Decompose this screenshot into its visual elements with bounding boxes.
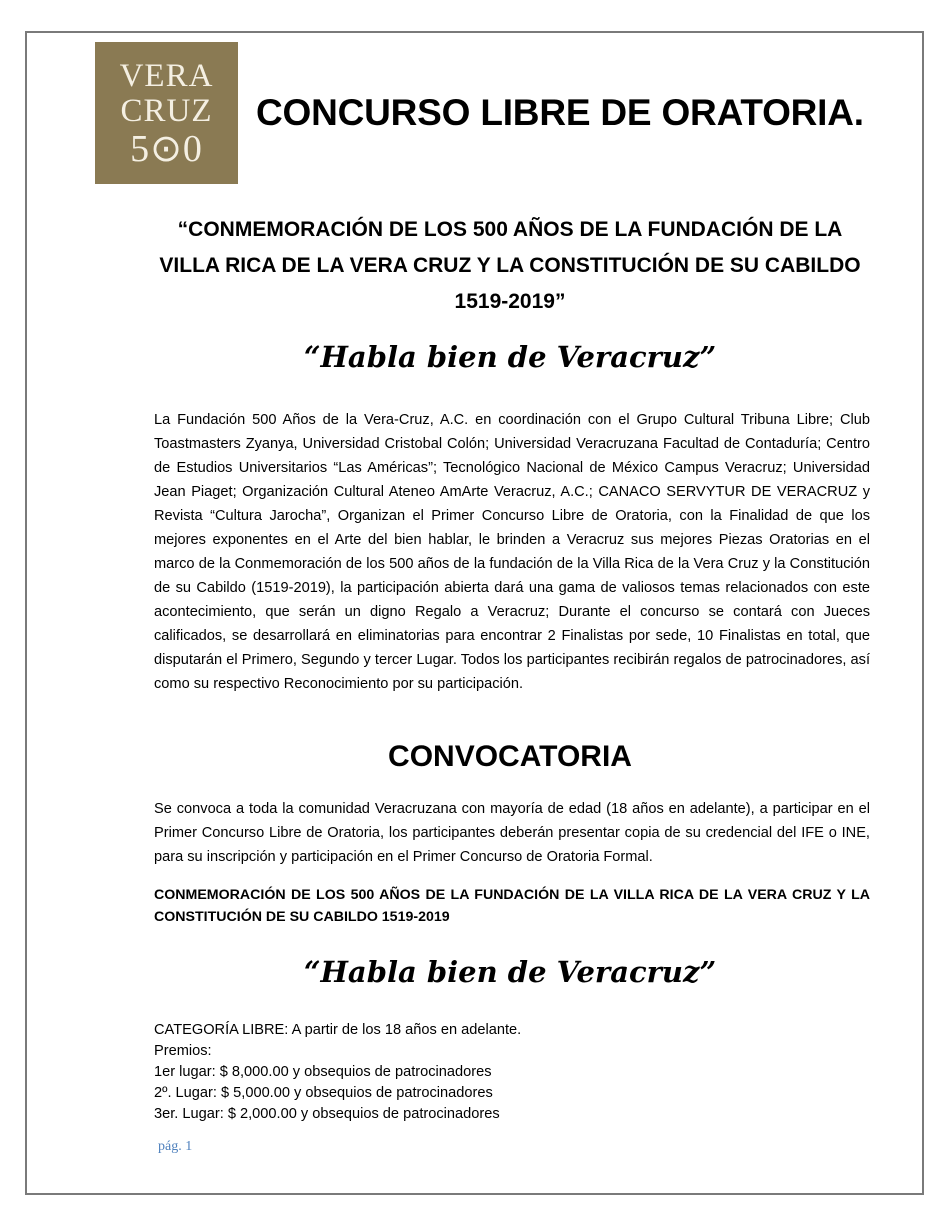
prize-category: CATEGORÍA LIBRE: A partir de los 18 años en adelante. [154, 1022, 522, 1038]
veracruz-500-logo [95, 42, 238, 184]
convocatoria-paragraph: Se convoca a toda la comunidad Veracruzana con mayoría de edad (18 años en adelante), a participar en el Primer Concurso Libre de Oratoria, los participantes deberán presentar copia de su credencial del IFE o INE, para su inscripción y participación en el Primer Concurso de Oratoria Formal. [154, 801, 870, 865]
commemoration-subtitle: “CONMEMORACIÓN DE LOS 500 AÑOS DE LA FUNDACIÓN DE LA VILLA RICA DE LA VERA CRUZ Y LA CONSTITUCIÓN DE SU CABILDO 1519-2019” [159, 218, 861, 313]
prize-third: 3er. Lugar: $ 2,000.00 y obsequios de patrocinadores [154, 1106, 500, 1122]
page-title: CONCURSO LIBRE DE ORATORIA. [256, 92, 864, 133]
prize-second: 2º. Lugar: $ 5,000.00 y obsequios de patrocinadores [154, 1085, 493, 1101]
page-number: pág. 1 [158, 1139, 193, 1154]
logo-line-3: 5⊙0 [130, 128, 203, 170]
intro-paragraph: La Fundación 500 Años de la Vera-Cruz, A.C. en coordinación con el Grupo Cultural Tribuna Libre; Club Toastmasters Zyanya, Universidad Cristobal Colón; Universidad Veracruzana Facultad de Contaduría; Centro de Estudios Universitarios “Las Américas”; Tecnológico Nacional de México Campus Veracruz; Universidad Jean Piaget; Organización Cultural Ateneo AmArte Veracruz, A.C.; CANACO SERVYTUR DE VERACRUZ y Revista “Cultura Jarocha”, Organizan el Primer Concurso Libre de Oratoria, con la Finalidad de que los mejores exponentes en el Arte del bien hablar, le brinden a Veracruz sus mejores Piezas Oratorias en el marco de la Conmemoración de los 500 años de la fundación de la Villa Rica de la Vera Cruz y la Constitución de su Cabildo (1519-2019), la participación abierta dará una gama de valiosos temas relacionados con este acontecimiento, que serán un digno Regalo a Veracruz; Durante el concurso se contará con Jueces calificados, se desarrollará en eliminatorias para encontrar 2 Finalistas por sede, 10 Finalistas en total, que disputarán el Primero, Segundo y tercer Lugar. Todos los participantes recibirán regalos de patrocinadores, así como su respectivo Reconocimiento por su participación. [154, 412, 870, 692]
prize-first: 1er lugar: $ 8,000.00 y obsequios de patrocinadores [154, 1064, 492, 1080]
logo-line-2: CRUZ [120, 93, 213, 129]
commemoration-bold-text: CONMEMORACIÓN DE LOS 500 AÑOS DE LA FUNDACIÓN DE LA VILLA RICA DE LA VERA CRUZ Y LA CONSTITUCIÓN DE SU CABILDO 1519-2019 [154, 887, 870, 925]
slogan-repeat: “Habla bien de Veracruz” [303, 955, 717, 989]
prizes-label: Premios: [154, 1043, 212, 1059]
convocatoria-heading: CONVOCATORIA [388, 740, 632, 773]
prizes-list [154, 1020, 654, 1125]
logo-line-1: VERA [119, 58, 214, 94]
slogan: “Habla bien de Veracruz” [303, 340, 717, 374]
